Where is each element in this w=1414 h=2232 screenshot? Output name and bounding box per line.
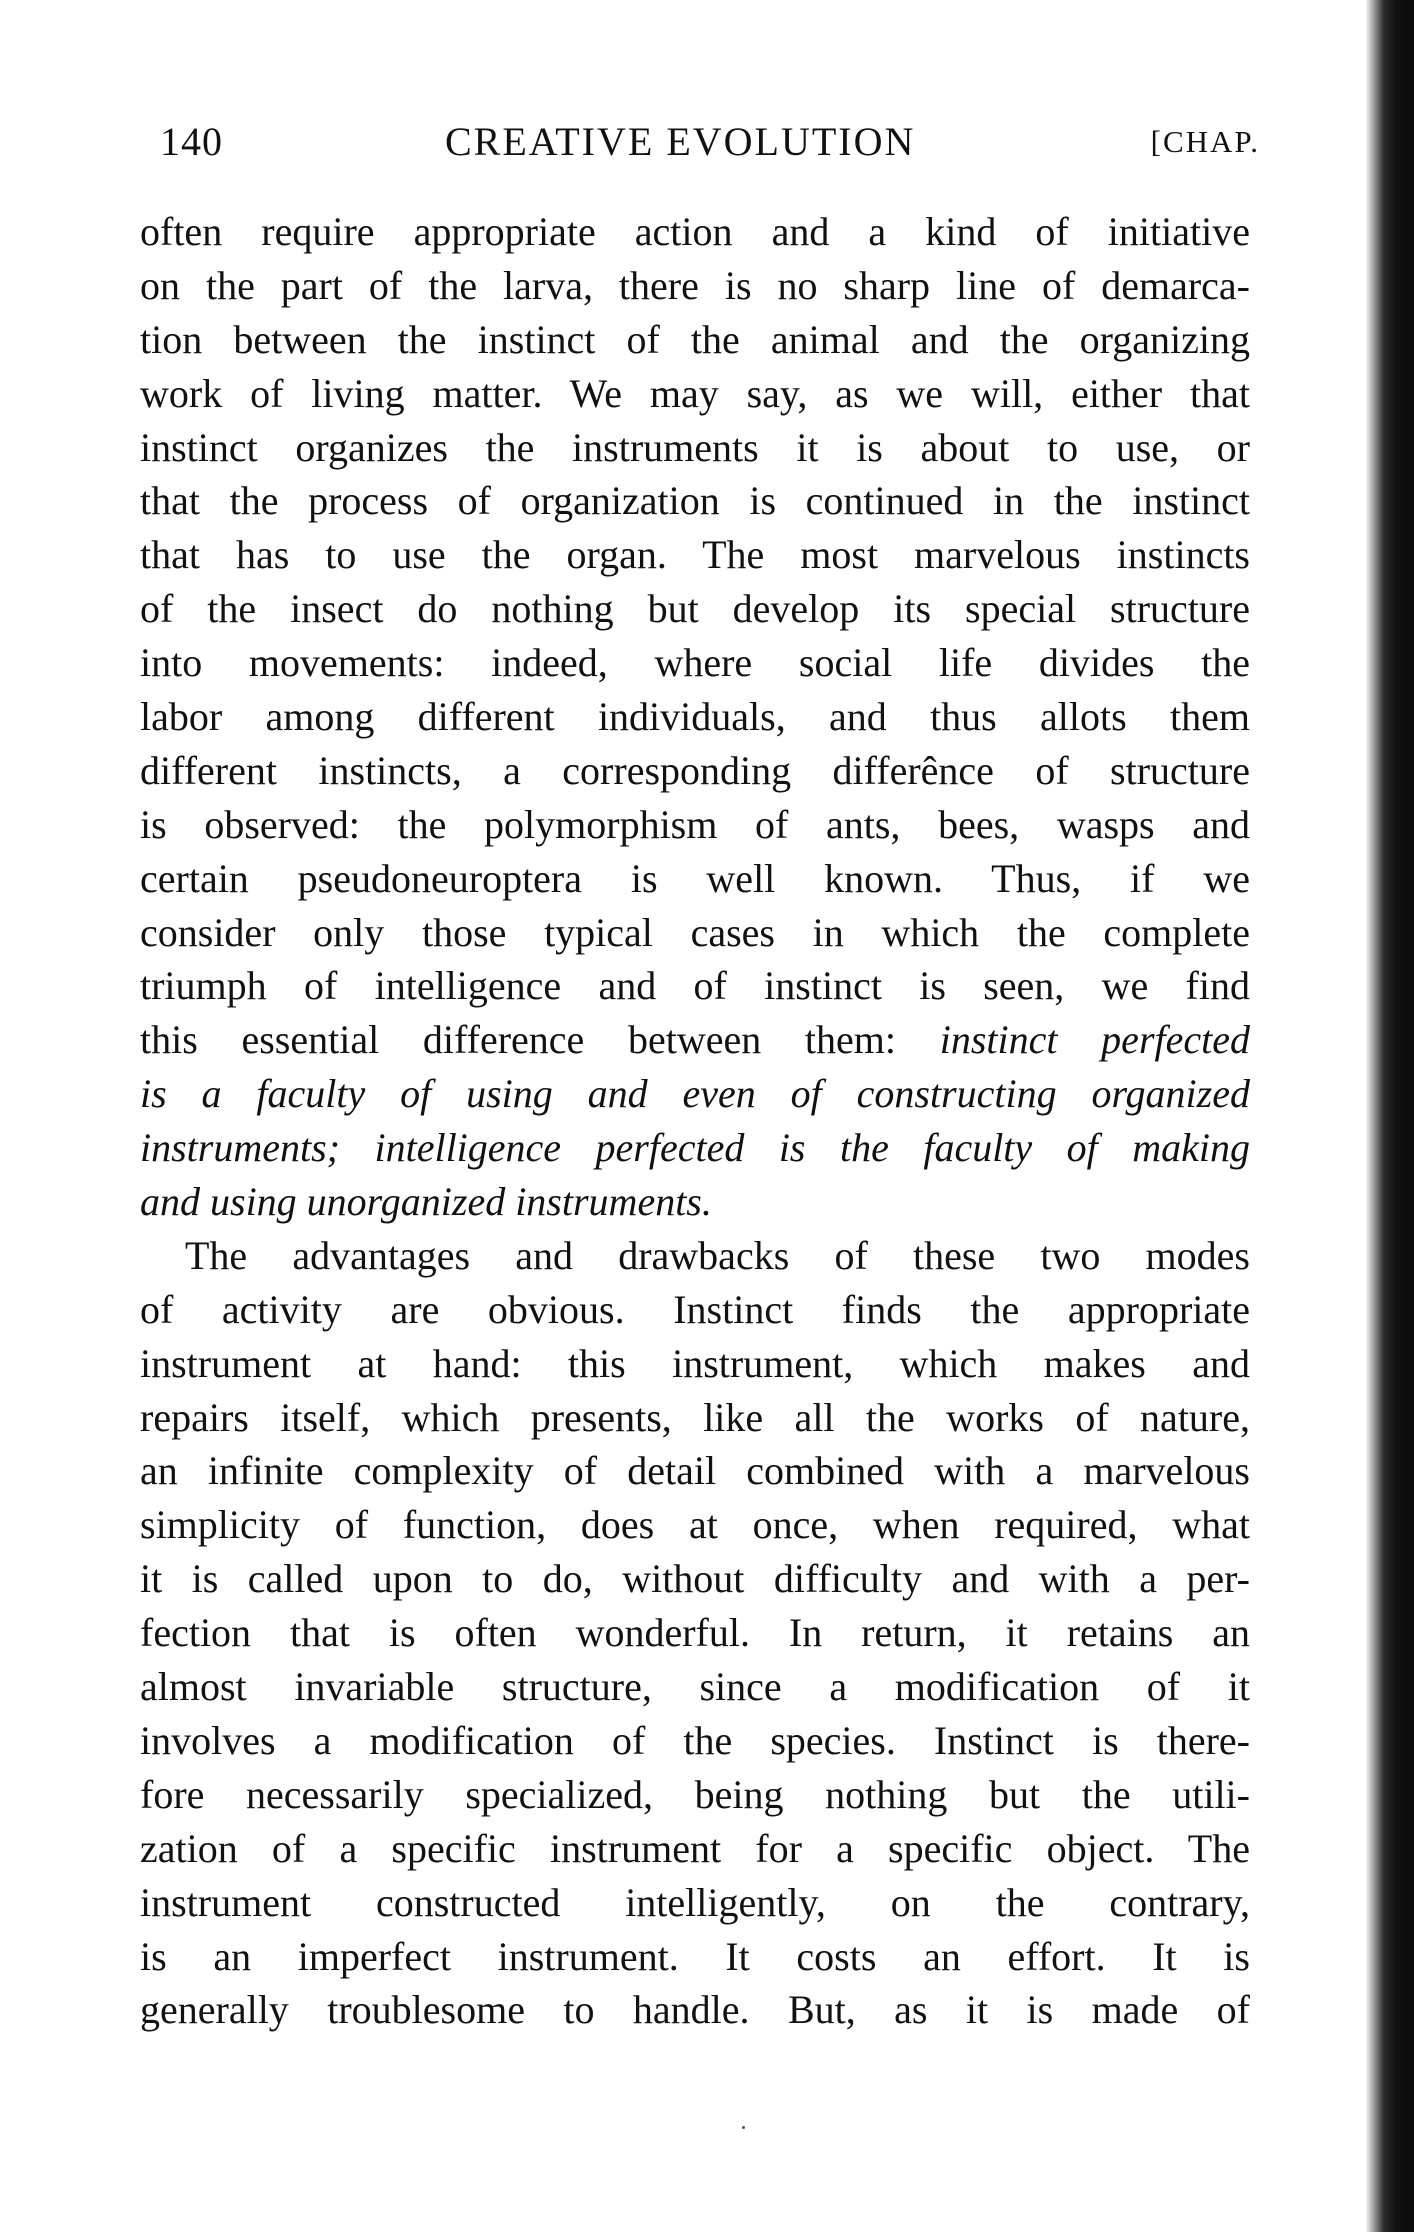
text-line: an infinite complexity of detail combined with a marvelous: [140, 1448, 1250, 1494]
text-line: on the part of the larva, there is no sharp line of demarca-: [140, 262, 1250, 308]
text-line: is an imperfect instrument. It costs an effort. It is: [140, 1933, 1250, 1979]
page-number: 140: [160, 119, 223, 164]
running-head: [160, 118, 1260, 178]
text-line: is observed: the polymorphism of ants, bees, wasps and: [140, 801, 1250, 847]
text-line: consider only those typical cases in which the complete: [140, 909, 1250, 955]
paragraph-1: [140, 205, 1250, 1229]
running-title: CREATIVE EVOLUTION: [445, 119, 916, 164]
italic-line: instruments; intelligence perfected is the faculty of making: [140, 1125, 1250, 1171]
italic-text: instinct perfected: [939, 1017, 1250, 1063]
text-line: almost invariable structure, since a modification of it: [140, 1664, 1250, 1710]
paragraph-2: [140, 1229, 1250, 2037]
text-line: of the insect do nothing but develop its special structure: [140, 586, 1250, 632]
text-line: instinct organizes the instruments it is about to use, or: [140, 424, 1250, 470]
text-line: that has to use the organ. The most marvelous instincts: [140, 532, 1250, 578]
text-line: it is called upon to do, without difficulty and with a per-: [140, 1556, 1250, 1602]
text-line: fore necessarily specialized, being nothing but the utili-: [140, 1771, 1250, 1817]
text-line: into movements: indeed, where social life divides the: [140, 640, 1250, 686]
roman-text: this essential difference between them:: [140, 1017, 940, 1063]
body-text: [140, 205, 1250, 2037]
text-line: involves a modification of the species. Instinct is there-: [140, 1717, 1250, 1763]
page-edge-shadow: [1366, 0, 1414, 2232]
text-line: The advantages and drawbacks of these two modes: [185, 1232, 1250, 1278]
text-line: generally troublesome to handle. But, as it is made of: [140, 1987, 1250, 2033]
italic-line: and using unorganized instruments.: [140, 1179, 712, 1225]
text-line: instrument at hand: this instrument, which makes and: [140, 1340, 1250, 1386]
text-line: zation of a specific instrument for a specific object. The: [140, 1825, 1250, 1871]
text-line: fection that is often wonderful. In return, it retains an: [140, 1610, 1250, 1656]
text-line: triumph of intelligence and of instinct is seen, we find: [140, 963, 1250, 1009]
text-line: of activity are obvious. Instinct finds the appropriate: [140, 1286, 1250, 1332]
text-line: work of living matter. We may say, as we will, either that: [140, 370, 1250, 416]
text-line: repairs itself, which presents, like all the works of nature,: [140, 1394, 1250, 1440]
text-line: labor among different individuals, and thus allots them: [140, 694, 1250, 740]
italic-line: is a faculty of using and even of constructing organized: [140, 1071, 1250, 1117]
text-line: instrument constructed intelligently, on the contrary,: [140, 1879, 1250, 1925]
text-line: different instincts, a corresponding differênce of structure: [140, 747, 1250, 793]
chapter-marker: [CHAP.: [1150, 124, 1260, 159]
text-line: tion between the instinct of the animal and the organizing: [140, 316, 1250, 362]
text-line: simplicity of function, does at once, when required, what: [140, 1502, 1250, 1548]
text-line: that the process of organization is continued in the instinct: [140, 478, 1250, 524]
text-line-mixed: [140, 1013, 1250, 1067]
text-line: certain pseudoneuroptera is well known. Thus, if we: [140, 855, 1250, 901]
text-line: often require appropriate action and a kind of initiative: [140, 209, 1250, 254]
print-speck: [742, 2126, 745, 2129]
